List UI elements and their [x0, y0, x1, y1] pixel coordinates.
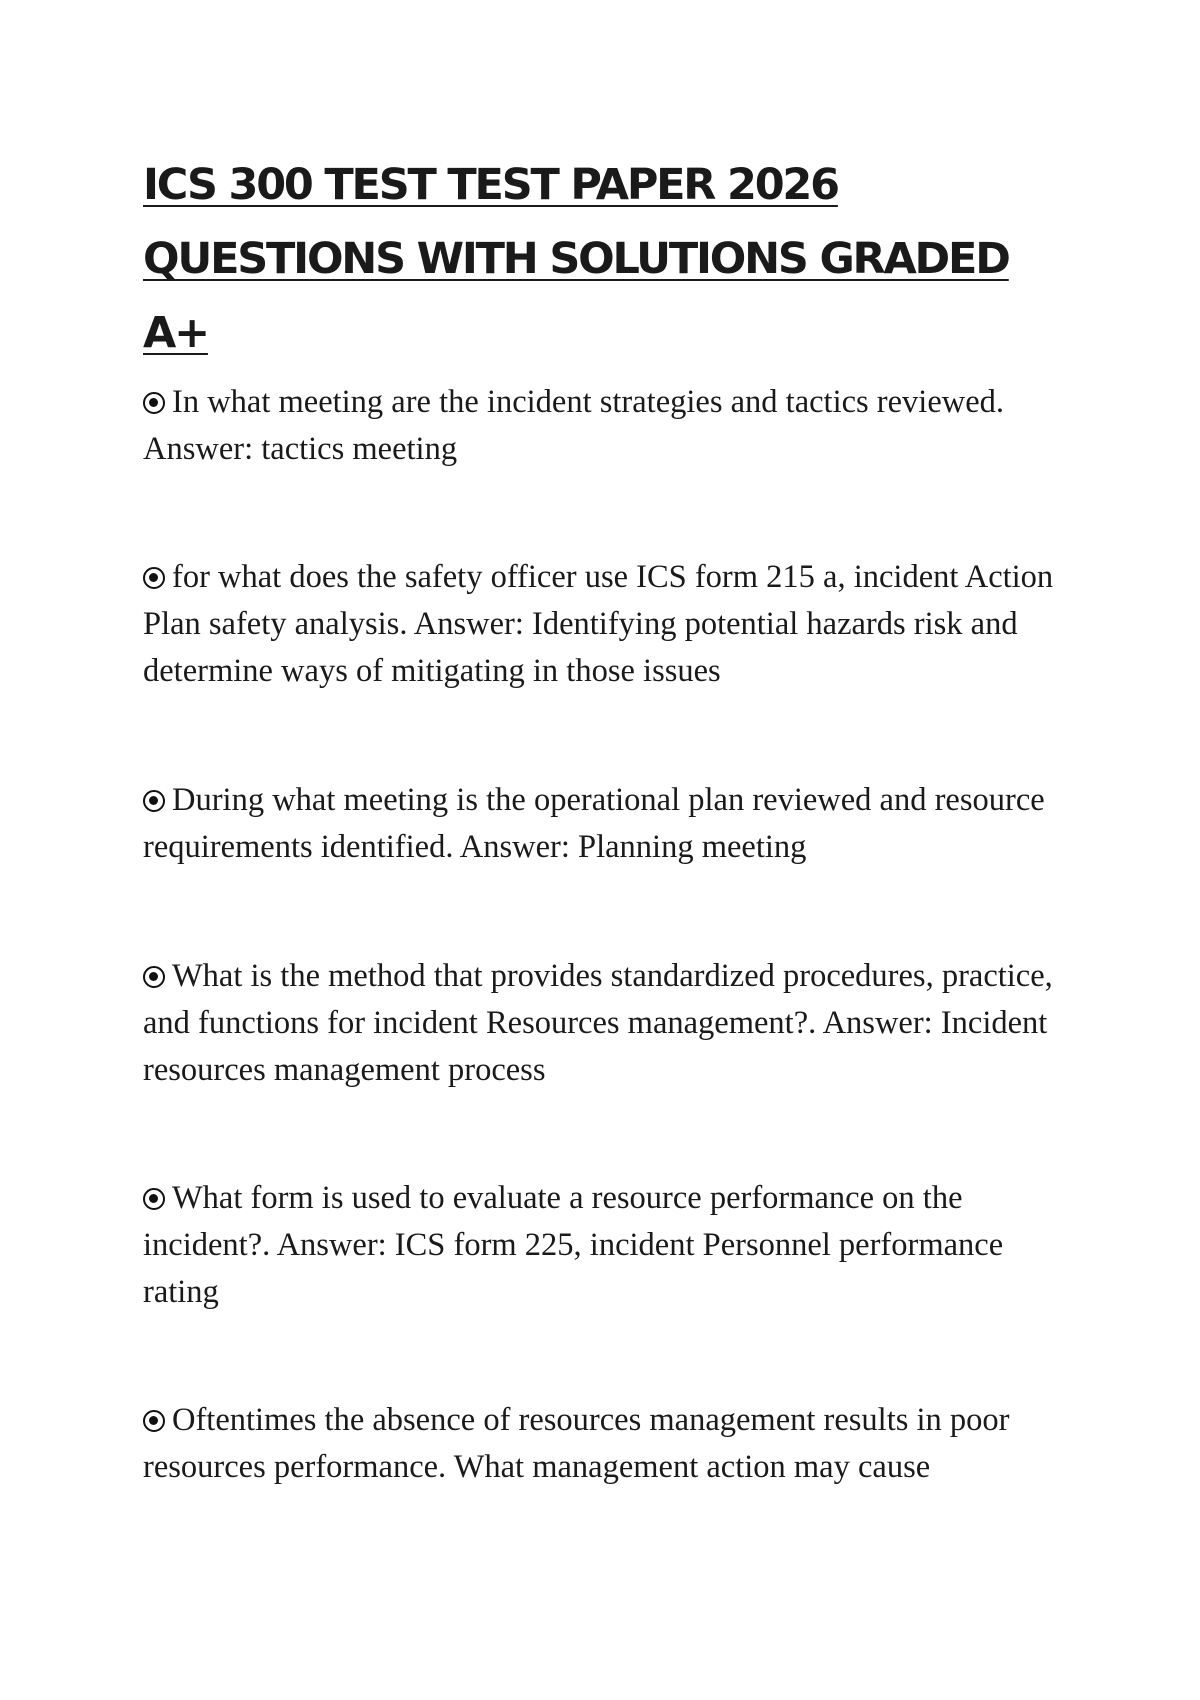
- qa-item: [143, 554, 1073, 695]
- qa-text: During what meeting is the operational plan reviewed and resource requirements identified. Answer: Planning meeting: [143, 782, 1045, 865]
- radio-bullet-icon: [143, 1188, 165, 1210]
- qa-item: [143, 379, 1073, 473]
- qa-text: for what does the safety officer use ICS form 215 a, incident Action Plan safety analysis. Answer: Identifying potential hazards risk and determine ways of mitigating in those issues: [143, 559, 1054, 689]
- radio-bullet-icon: [143, 790, 165, 812]
- qa-item: [143, 953, 1073, 1094]
- radio-bullet-icon: [143, 1410, 165, 1432]
- qa-item: [143, 1397, 1073, 1491]
- qa-item: [143, 777, 1073, 871]
- qa-text: Oftentimes the absence of resources management results in poor resources performance. What management action may cause: [143, 1402, 1010, 1485]
- qa-text: In what meeting are the incident strategies and tactics reviewed. Answer: tactics meeting: [143, 384, 1005, 467]
- qa-text: What is the method that provides standardized procedures, practice, and functions for incident Resources management?. Answer: Incident resources management process: [143, 958, 1053, 1088]
- radio-bullet-icon: [143, 966, 165, 988]
- qa-item: [143, 1175, 1073, 1316]
- radio-bullet-icon: [143, 567, 165, 589]
- qa-text: What form is used to evaluate a resource performance on the incident?. Answer: ICS form 225, incident Personnel performance rating: [143, 1180, 1004, 1310]
- document-title: ICS 300 TEST TEST PAPER 2026 QUESTIONS WITH SOLUTIONS GRADED A+: [143, 160, 1009, 358]
- radio-bullet-icon: [143, 392, 165, 414]
